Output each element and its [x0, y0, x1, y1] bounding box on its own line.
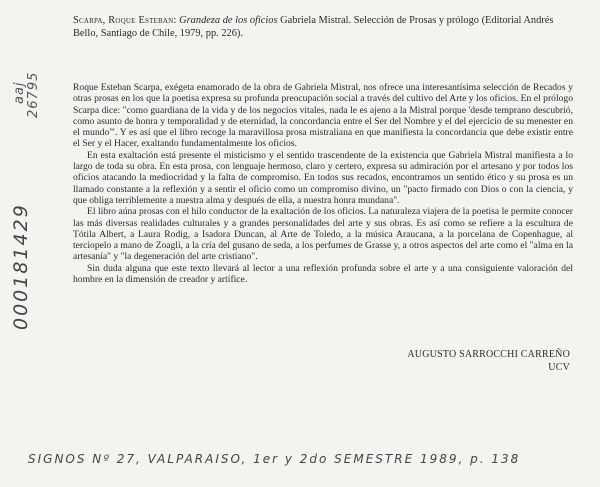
- margin-handwriting-1: aaj: [12, 81, 27, 104]
- signature-affiliation: UCV: [548, 362, 570, 373]
- citation-title: Grandeza de los oficios: [179, 15, 278, 26]
- paragraph: Roque Esteban Scarpa, exégeta enamorado de la obra de Gabriela Mistral, nos ofrece una interesantísima selección de Recados y otras prosas en los que la poetisa expresa su profunda preocupación social a través del cultivo del Arte y los oficios. En el prólogo Scarpa dice: "como guardiana de la vida y de los negocios vitales, nada le es ajeno a la Mistral porque 'desde temprano descubrió, como asunto de honra y temporalidad y de eternidad, la concordancia entre el Ser del Nombre y el del ejercicio de su menester en el mundo'". Y es así que el libro recoge la maravillosa prosa mistraliana en que manifiesta la concordancia que debe existir entre el Ser y el Hacer, exaltando fundamentalmente los oficios.: [73, 82, 573, 150]
- citation-author: Scarpa, Roque Esteban:: [73, 15, 177, 26]
- margin-catalog-number: 000181429: [10, 203, 32, 330]
- citation-header: [73, 14, 573, 40]
- paragraph: Sin duda alguna que este texto llevará al lector a una reflexión profunda sobre el arte y a una consiguiente valoración del hombre en la dimensión de creador y artífice.: [73, 262, 573, 286]
- review-body: [73, 82, 573, 285]
- margin-handwriting-2: 26795: [26, 71, 41, 118]
- footer-handwritten-source: SIGNOS Nº 27, VALPARAISO, 1er y 2do SEMESTRE 1989, p. 138: [28, 452, 521, 466]
- signature-name: AUGUSTO SARROCCHI CARREÑO: [407, 349, 570, 360]
- signature-block: [407, 348, 570, 374]
- citation-details: Gabriela Mistral. Selección de Prosas y prólogo (Editorial Andrés Bello, Santiago de Chile, 1979, pp. 226).: [73, 15, 554, 39]
- paragraph: El libro aúna prosas con el hilo conductor de la exaltación de los oficios. La naturaleza viajera de la poetisa le permite conocer las más diversas realidades culturales y a grandes personalidades del arte y sus obras. Es así como se refiere a la escultura de Tótila Albert, a Laura Rodig, a Isadora Duncan, al Arte de Toledo, a la música Araucana, a la porcelana de Copenhague, al terciopelo a mano de Zoagli, a la cría del gusano de seda, a los perfumes de Grasse y, a otros aspectos del arte como el "alma en la artesanía" y "la degeneración del arte cristiano".: [73, 206, 573, 263]
- paragraph: En esta exaltación está presente el misticismo y el sentido trascendente de la existencia que Gabriela Mistral manifiesta a lo largo de toda su obra. En esta prosa, con lenguaje hermoso, claro y certero, expresa su admiración por el artesano y por todos los oficios atacando la mediocridad y la falta de compromiso. En todos sus recados, encontramos un sentido ético y su prosa es un llamado constante a la reflexión y a sentir el oficio como un compromiso divino, un "pacto firmado con Dios o con la ciencia, y que obliga terriblemente a nuestra alma y después de ella, a nuestra honra mundana".: [73, 149, 573, 206]
